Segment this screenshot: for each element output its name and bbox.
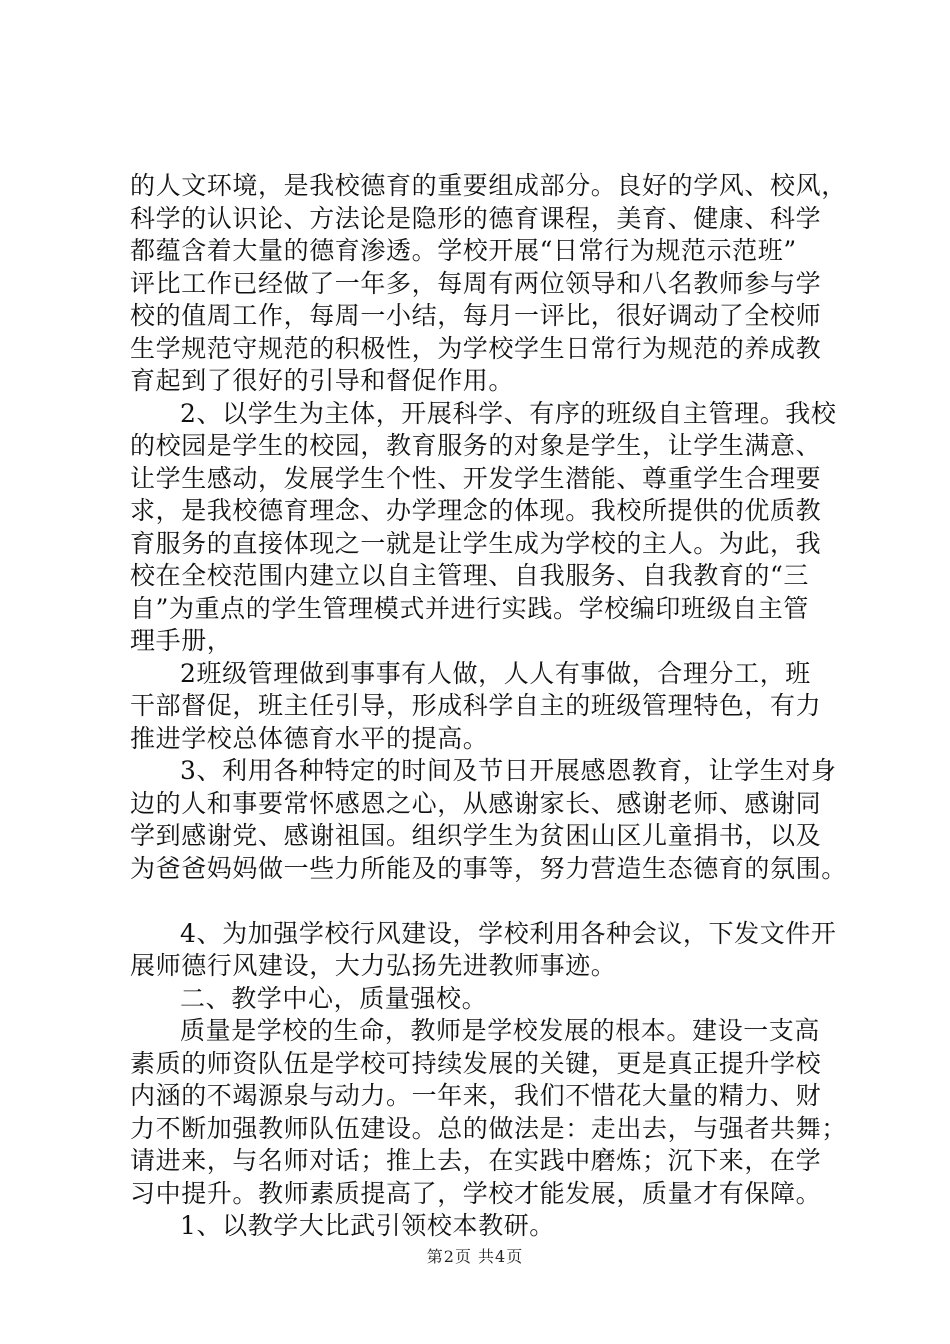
- text-line: 边的人和事要常怀感恩之心，从感谢家长、感谢老师、感谢同: [130, 788, 822, 818]
- blank-line: [130, 885, 850, 918]
- text-line: 让学生感动，发展学生个性、开发学生潜能、尊重学生合理要: [130, 463, 822, 493]
- text-line: 校在全校范围内建立以自主管理、自我服务、自我教育的“三: [130, 561, 809, 590]
- text-line: 推进学校总体德育水平的提高。: [130, 723, 489, 753]
- text-line: 评比工作已经做了一年多，每周有两位领导和八名教师参与学: [130, 268, 822, 298]
- text-line: 育服务的直接体现之一就是让学生成为学校的主人。为此，我: [130, 528, 822, 558]
- paragraph-start-line: 1、以教学大比武引领校本教研。: [180, 1211, 555, 1240]
- text-line: 干部督促，班主任引导，形成科学自主的班级管理特色，有力: [130, 691, 822, 720]
- text-line: 为爸爸妈妈做一些力所能及的事等，努力营造生态德育的氛围。: [130, 853, 847, 883]
- paragraph-start-line: 质量是学校的生命，教师是学校发展的根本。建设一支高: [180, 1016, 821, 1045]
- text-line: 学到感谢党、感谢祖国。组织学生为贫困山区儿童捐书，以及: [130, 821, 822, 850]
- text-line: 内涵的不竭源泉与动力。一年来，我们不惜花大量的精力、财: [130, 1081, 822, 1110]
- text-line: 科学的认识论、方法论是隐形的德育课程，美育、健康、科学: [130, 203, 822, 233]
- paragraph-start-line: 4、为加强学校行风建设，学校利用各种会议，下发文件开: [180, 918, 837, 948]
- text-line: 生学规范守规范的积极性，为学校学生日常行为规范的养成教: [130, 333, 822, 363]
- text-line: 的人文环境，是我校德育的重要组成部分。良好的学风、校风，: [130, 171, 847, 200]
- text-line: 素质的师资队伍是学校可持续发展的关键，更是真正提升学校: [130, 1048, 822, 1078]
- text-line: 都蕴含着大量的德育渗透。学校开展“日常行为规范示范班”: [130, 236, 797, 265]
- text-line: 求，是我校德育理念、办学理念的体现。我校所提供的优质教: [130, 496, 822, 525]
- section-heading: 二、教学中心，质量强校。: [180, 983, 488, 1013]
- text-line: 力不断加强教师队伍建设。总的做法是：走出去，与强者共舞；: [130, 1113, 847, 1143]
- text-line: 请进来，与名师对话；推上去，在实践中磨炼；沉下来，在学: [130, 1146, 822, 1175]
- text-line: 育起到了很好的引导和督促作用。: [130, 366, 515, 395]
- text-line: 展师德行风建设，大力弘扬先进教师事迹。: [130, 951, 617, 980]
- page-number-footer: 第2页 共4页: [426, 1247, 524, 1266]
- paragraph-start-line: 2、以学生为主体，开展科学、有序的班级自主管理。我校: [180, 398, 837, 428]
- text-line: 校的值周工作，每周一小结，每月一评比，很好调动了全校师: [130, 301, 822, 330]
- text-line: 自”为重点的学生管理模式并进行实践。学校编印班级自主管: [130, 593, 809, 623]
- paragraph-start-line: 3、利用各种特定的时间及节日开展感恩教育，让学生对身: [180, 756, 837, 785]
- text-line: 习中提升。教师素质提高了，学校才能发展，质量才有保障。: [130, 1178, 822, 1208]
- paragraph-start-line: 2班级管理做到事事有人做，人人有事做，合理分工，班: [180, 658, 811, 688]
- text-line: 理手册，: [130, 626, 233, 655]
- text-line: 的校园是学生的校园，教育服务的对象是学生，让学生满意、: [130, 431, 822, 460]
- document-body: [130, 170, 850, 1243]
